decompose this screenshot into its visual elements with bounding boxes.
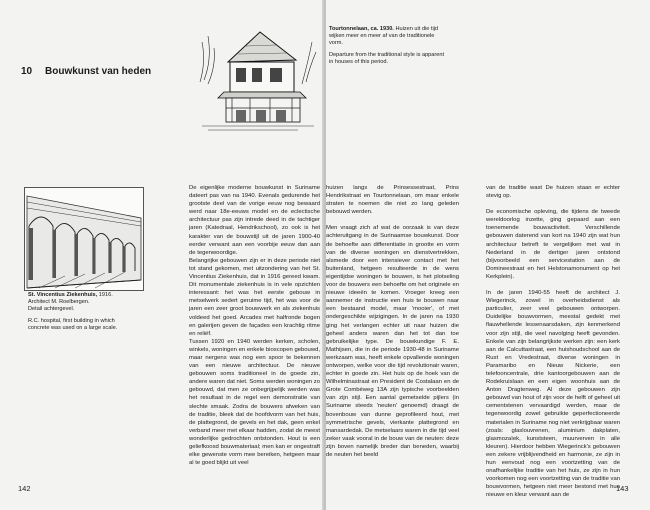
house-caption-dutch: Huizen uit die tijd wijken meer en meer af van de traditionele vorm. xyxy=(329,26,439,46)
paragraph: De eigenlijke moderne bouwkunst in Suriname dateert pas van na 1940. Evenals gedurende het grootste deel van de vorige eeuw nog bewaard werd naar 18e-eeuws model en de eclectische architectuur pas zijn intrede deed in de tachtiger jaren (Katedraal, Hendrikschool), zo ook is het karakter van de bouwstijl uit de jaren 1900-40 eerder verwant aan een voorbije eeuw dan aan de tegenwoordige. xyxy=(189,185,320,256)
page-number-left: 142 xyxy=(18,484,31,493)
house-caption xyxy=(329,26,447,66)
paragraph: Men vraagt zich af wat de oorzaak is van deze achteruitgang in de Surinaamse bouwkunst. Door de behoefte aan differentiatie in grootte en vorm van de diverse woningen en dienstvertrekken, alsmede door een intensiever contact met het buitenland, hetgeen resulteerde in de wens eigentijdse woningen te bouwen, is het plotseling voor de bouwers een behoefte om het originele en nieuwe ideeën te komen. Vroeger kreeg een aannemer de instructie een huis te bouwen naar een bestaand model, maar 'mooier', of met ondergeschikte wijzigingen. In de jaren na 1930 ging het verlangen echter uit naar huizen die geheel anders waren dan het tot dan toe gebruikelijke type. De bouwkundige F. E. Mathijsen, die in de periode 1930-48 in Suriname werkzaam was, heeft enkele opvallende woningen ontworpen, welke voor die tijd revolutionair waren, echter in goede zin. Het huis op de hoek van de Wilhelminastraat en President de Costalaan en de Grote Combéweg 13A zijn typische voorbeelden van zijn stijl. Een aantal gemetselde pijlers (in Suriname steeds 'neuten' genoemd) draagt de bovenbouw van dunne geprofileerd hout, met symmetrische gevels, vierkante plattegrond en mansardedak. De metselaars waren in die tijd veel zeker vaak vooral in de bouw van de neuten: deze zijn boven namelijk breder dan beneden, waarbij de neuten het beeld xyxy=(326,225,459,458)
paragraph: huizen langs de Prinsessestraat, Prins Hendrikstraat en Tourtonnelaan, om maar enkele straten te noemen die niet zo lang geleden bebouwd werden. xyxy=(326,185,459,216)
text-column-middle xyxy=(326,184,459,459)
text-column-left xyxy=(189,184,320,467)
hospital-caption-english: R.C. hospital, first building in which concrete was used on a large scale. xyxy=(28,318,118,331)
hospital-caption-year: 1916. xyxy=(98,292,113,298)
chapter-title: Bouwkunst van heden xyxy=(45,66,152,77)
hospital-caption-line: Detail achtergevel. xyxy=(28,306,75,312)
paragraph: De economische opleving, die tijdens de tweede wereldoorlog inzette, ging gepaard aan een toenemende bouwactiviteit. Verschillende gebouwen daterend van kort na 1940 zijn wat hun architectuur betreft te vergelijken met wat in Nederland in de dertiger jaren ontstond (bijvoorbeeld een servicestation aan de Domineestraat en het Helstonamonument op het Kerkplein). xyxy=(486,209,620,280)
house-illustration xyxy=(198,22,317,135)
hospital-caption-title: St. Vincentius Ziekenhuis, xyxy=(28,292,98,298)
paragraph: Belangrijke gebouwen zijn er in deze periode niet tot stand gekomen, met uitzondering van het St. Vincentius Ziekenhuis, dat in 1916 gereed kwam. Dit monumentale ziekenhuis is in vele opzichten interessant: het was het eerste gebouw in metselwerk sedert geruime tijd, het was voor de jaren een zeer groot bouwwerk en als ziekenhuis voldeed het goed. Arcades met halfronde bogen en galerijen geven de façades een krachtig ritme en reliëf. xyxy=(189,257,320,337)
hospital-caption-line: Architect M. Roelbergen. xyxy=(28,299,90,305)
paragraph: Tussen 1920 en 1940 werden kerken, scholen, winkels, woningen en enkele bioscopen gebouwd, maar nergens was nog een spoor te bekennen van een nieuwe architectuur. De nieuwe gebouwen soms traditioneel in de goede zin, andere waren dat niet. Soms werden woningen zo gebouwd, dat men ze onbegrijpelijk werden was het resultaat in de regel een demonstratie van slechte smaak. Zodra de bouwers afweken van de traditie, bleek dat de hoofdvorm van het huis, de plattegrond, de gevels en het dak, geen enkel verband meer met elkaar hadden, zodat de meest wonderlijke gedrochten ontstonden. Hout is een geliefkoosd bouwmateriaal; men kan er ongestraft elke gewenste vorm mee bereiken, hetgeen maar al te goed blijkt uit veel xyxy=(189,338,320,467)
page-number-right: 143 xyxy=(616,484,629,493)
house-caption-english: Departure from the traditional style is apparent in houses of this period. xyxy=(329,52,445,65)
right-page xyxy=(326,0,650,510)
house-drawing xyxy=(198,22,317,135)
hospital-drawing xyxy=(25,188,143,290)
hospital-illustration xyxy=(24,187,144,291)
text-column-right xyxy=(486,184,620,499)
hospital-caption xyxy=(28,292,134,332)
house-caption-title: Tourtonnelaan, ca. 1930. xyxy=(329,26,394,32)
paragraph: van de traditie wast De huizen staan er echter stevig op. xyxy=(486,185,620,200)
chapter-number: 10 xyxy=(21,66,33,77)
paragraph: In de jaren 1940-55 heeft de architect J. Wiegerinck, zowel in overheidsdienst als particulier, zeer veel gebouwen ontworpen. Duidelijke bouwvormen, meestal gedekt met flauwhellende lessenaarsdaken, zijn kenmerkend voor zijn stijl, die veel navolging heeft gevonden. Enkele van zijn belangrijkste werken zijn: een kerk aan de Calcuttastraat, een huishoudschool aan de Rust en Vredestraat, diverse woningen in Paramaribo en Nieuw Nickerie, een telefooncentrale, drie kantoorgebouwen aan de Rodekruislaan en een eigen woonhuis aan de Anton Dragtenweg. Al deze gebouwen zijn gebouwd van hout of zijn voor de helft of geheel uit cementstenen vervaardigd werden, maar de tegenwoordig zowel gebruikte geperfectioneerde materialen in Suriname nog niet verkrijgbaar waren (zoals: glaslouvrenen, aluminium dakplaten, glasmozaïek, kunststeen, muurverven in alle kleuren). Hierdoor hebben Wiegerinck's gebouwen een zekere vrijblijvendheid en harmonie, ze zijn in hun eenvoud nog een voortzetting van de onafhankelijke traditie van het huis, ze zijn in hun voorkomen nog een voortzetting van de traditie van bouwvormen, hetgeen niet meer bestond met hun nieuwe en kleur verwant aan de xyxy=(486,290,620,499)
